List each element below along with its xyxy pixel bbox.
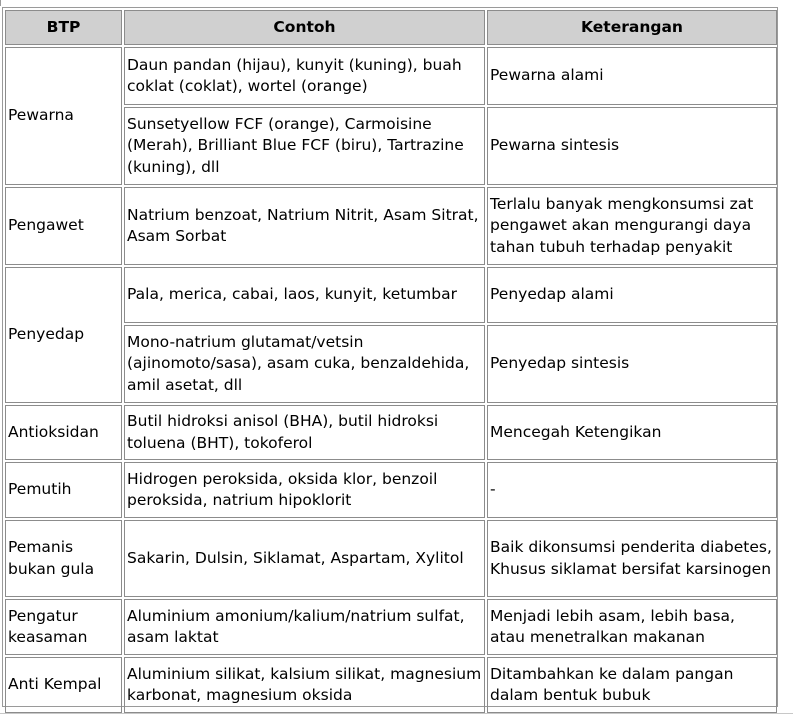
header-keterangan: Keterangan	[487, 10, 777, 45]
example-cell: Sunsetyellow FCF (orange), Carmoisine (Merah), Brilliant Blue FCF (biru), Tartrazine (kuning), dll	[124, 107, 485, 185]
bottom-divider	[0, 713, 793, 714]
header-row	[5, 10, 777, 45]
note-cell: Mencegah Ketengikan	[487, 405, 777, 460]
example-cell: Daun pandan (hijau), kunyit (kuning), buah coklat (coklat), wortel (orange)	[124, 47, 485, 105]
category-cell: Pengawet	[5, 187, 122, 265]
category-cell: Pemanis bukan gula	[5, 520, 122, 597]
header-contoh: Contoh	[124, 10, 485, 45]
table-row	[5, 462, 777, 518]
note-cell: Terlalu banyak mengkonsumsi zat pengawet akan mengurangi daya tahan tubuh terhadap penyakit	[487, 187, 777, 265]
example-cell: Aluminium amonium/kalium/natrium sulfat, asam laktat	[124, 599, 485, 655]
category-cell: Pemutih	[5, 462, 122, 518]
example-cell: Natrium benzoat, Natrium Nitrit, Asam Sitrat, Asam Sorbat	[124, 187, 485, 265]
table-row	[5, 187, 777, 265]
table-row	[5, 405, 777, 460]
note-cell: Pewarna alami	[487, 47, 777, 105]
note-cell: Pewarna sintesis	[487, 107, 777, 185]
note-cell: Ditambahkan ke dalam pangan dalam bentuk bubuk	[487, 657, 777, 713]
example-cell: Sakarin, Dulsin, Siklamat, Aspartam, Xylitol	[124, 520, 485, 597]
note-cell: -	[487, 462, 777, 518]
table-row	[5, 657, 777, 713]
example-cell: Butil hidroksi anisol (BHA), butil hidroksi toluena (BHT), tokoferol	[124, 405, 485, 460]
note-cell: Baik dikonsumsi penderita diabetes, Khusus siklamat bersifat karsinogen	[487, 520, 777, 597]
note-cell: Penyedap sintesis	[487, 325, 777, 403]
corner-mark	[0, 0, 5, 6]
example-cell: Pala, merica, cabai, laos, kunyit, ketumbar	[124, 267, 485, 323]
table-row	[5, 47, 777, 105]
table-row	[5, 520, 777, 597]
category-cell: Antioksidan	[5, 405, 122, 460]
category-cell: Pengatur keasaman	[5, 599, 122, 655]
table-row	[5, 599, 777, 655]
table-frame	[2, 7, 778, 707]
example-cell: Aluminium silikat, kalsium silikat, magnesium karbonat, magnesium oksida	[124, 657, 485, 713]
table-row	[5, 267, 777, 323]
category-cell: Pewarna	[5, 47, 122, 185]
example-cell: Mono-natrium glutamat/vetsin (ajinomoto/sasa), asam cuka, benzaldehida, amil asetat, dll	[124, 325, 485, 403]
note-cell: Menjadi lebih asam, lebih basa, atau menetralkan makanan	[487, 599, 777, 655]
note-cell: Penyedap alami	[487, 267, 777, 323]
category-cell: Anti Kempal	[5, 657, 122, 713]
header-btp: BTP	[5, 10, 122, 45]
example-cell: Hidrogen peroksida, oksida klor, benzoil peroksida, natrium hipoklorit	[124, 462, 485, 518]
category-cell: Penyedap	[5, 267, 122, 403]
btp-table	[3, 8, 779, 715]
